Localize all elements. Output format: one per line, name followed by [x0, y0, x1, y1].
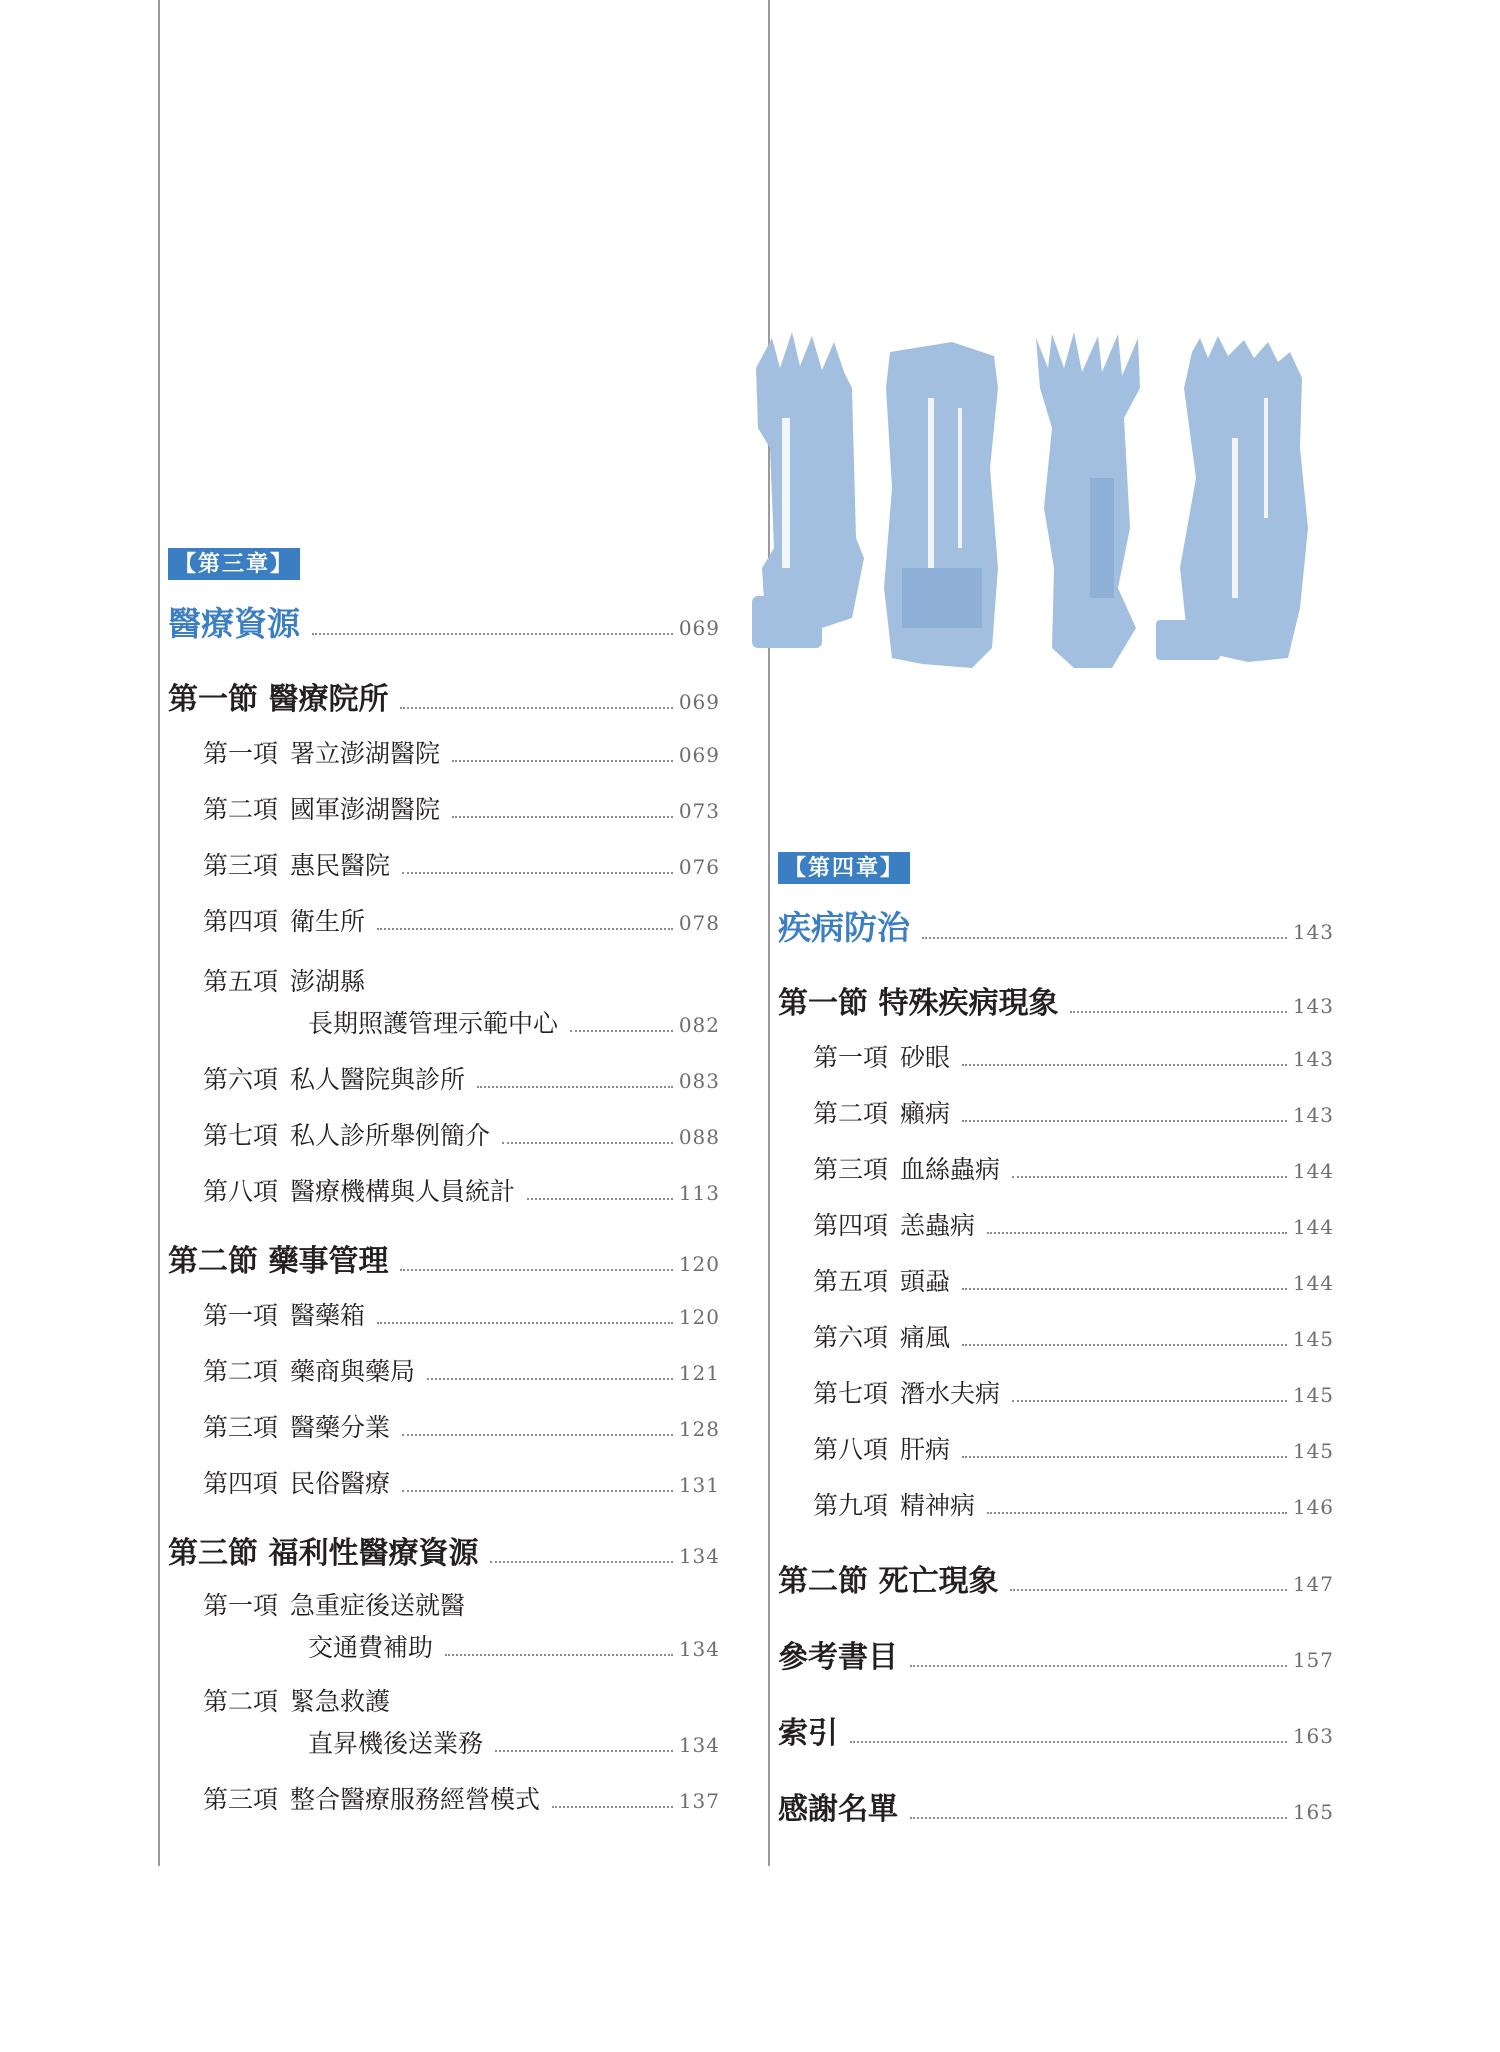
section-label: 第二節 藥事管理	[168, 1244, 389, 1279]
toc-item-line1[interactable]	[203, 1682, 390, 1718]
back-matter-label: 參考書目	[778, 1640, 898, 1675]
leader-dots	[377, 1322, 673, 1324]
item-number: 第一項	[813, 1043, 889, 1072]
page-number: 145	[1292, 1439, 1334, 1463]
toc-item[interactable]	[203, 1780, 720, 1816]
page-number: 143	[1292, 1047, 1334, 1071]
toc-item[interactable]	[813, 1318, 1334, 1354]
item-number: 第四項	[203, 907, 279, 936]
leader-dots	[570, 1030, 673, 1032]
back-matter-label: 索引	[778, 1716, 838, 1751]
item-title: 癩病	[900, 1099, 951, 1128]
item-number: 第九項	[813, 1491, 889, 1520]
item-number: 第二項	[203, 1687, 279, 1716]
item-title: 肝病	[900, 1435, 951, 1464]
toc-section[interactable]	[778, 978, 1334, 1022]
item-title: 緊急救護	[290, 1687, 391, 1716]
toc-item[interactable]	[813, 1262, 1334, 1298]
item-number: 第四項	[203, 1469, 279, 1498]
item-number: 第六項	[813, 1323, 889, 1352]
left-margin-rule	[158, 0, 160, 1866]
item-title: 精神病	[900, 1491, 976, 1520]
leader-dots	[962, 1456, 1287, 1458]
item-title-continued: 長期照護管理示範中心	[308, 1009, 559, 1038]
leader-dots	[427, 1378, 673, 1380]
toc-item[interactable]	[813, 1374, 1334, 1410]
leader-dots	[400, 1269, 672, 1271]
page-number: 145	[1292, 1383, 1334, 1407]
leader-dots	[1012, 1176, 1287, 1178]
item-title: 國軍澎湖醫院	[290, 795, 441, 824]
leader-dots	[1070, 1011, 1286, 1013]
back-matter-label: 感謝名單	[778, 1792, 898, 1827]
page-number: 137	[678, 1789, 720, 1813]
chapter-title[interactable]	[168, 598, 720, 645]
page-number: 121	[678, 1361, 720, 1385]
item-title: 醫療機構與人員統計	[290, 1177, 516, 1206]
section-label: 第三節 福利性醫療資源	[168, 1536, 479, 1571]
page-number: 145	[1292, 1327, 1334, 1351]
leader-dots	[527, 1198, 673, 1200]
page-number: 143	[1292, 920, 1334, 944]
item-title: 血絲蟲病	[900, 1155, 1001, 1184]
item-title: 衛生所	[290, 907, 366, 936]
toc-section[interactable]	[778, 1556, 1334, 1600]
leader-dots	[400, 707, 672, 709]
page-number: 146	[1292, 1495, 1334, 1519]
page-number: 134	[678, 1733, 720, 1757]
item-number: 第三項	[203, 1785, 279, 1814]
leader-dots	[377, 928, 673, 930]
toc-item-line2[interactable]	[308, 1004, 720, 1040]
leader-dots	[962, 1064, 1287, 1066]
section-label: 第一節 醫療院所	[168, 682, 389, 717]
item-title: 恙蟲病	[900, 1211, 976, 1240]
toc-item[interactable]	[813, 1430, 1334, 1466]
leader-dots	[962, 1344, 1287, 1346]
leader-dots	[962, 1120, 1287, 1122]
toc-back-matter[interactable]	[778, 1708, 1334, 1752]
toc-item[interactable]	[203, 1352, 720, 1388]
item-number: 第八項	[813, 1435, 889, 1464]
item-title: 痛風	[900, 1323, 951, 1352]
leader-dots	[490, 1561, 672, 1563]
item-title: 砂眼	[900, 1043, 951, 1072]
item-number: 第五項	[813, 1267, 889, 1296]
toc-item[interactable]	[813, 1486, 1334, 1522]
page-number: 128	[678, 1417, 720, 1441]
section-label: 第一節 特殊疾病現象	[778, 986, 1059, 1021]
item-title: 潛水夫病	[900, 1379, 1001, 1408]
toc-item[interactable]	[203, 790, 720, 826]
toc-item[interactable]	[203, 1464, 720, 1500]
toc-item[interactable]	[203, 1296, 720, 1332]
leader-dots	[477, 1086, 673, 1088]
toc-item-line2[interactable]	[308, 1724, 720, 1760]
chapter-tag: 【第四章】	[778, 852, 910, 884]
toc-item[interactable]	[203, 1172, 720, 1208]
page-number: 113	[678, 1181, 720, 1205]
item-title: 藥商與藥局	[290, 1357, 416, 1386]
toc-item[interactable]	[813, 1094, 1334, 1130]
leader-dots	[552, 1806, 673, 1808]
item-number: 第四項	[813, 1211, 889, 1240]
item-title: 頭蝨	[900, 1267, 951, 1296]
item-number: 第三項	[203, 1413, 279, 1442]
item-number: 第五項	[203, 967, 279, 996]
page-number: 083	[678, 1069, 720, 1093]
toc-item[interactable]	[813, 1038, 1334, 1074]
item-number: 第一項	[203, 1591, 279, 1620]
item-number: 第二項	[203, 795, 279, 824]
toc-back-matter[interactable]	[778, 1632, 1334, 1676]
toc-item[interactable]	[813, 1150, 1334, 1186]
leader-dots	[922, 937, 1287, 939]
chapter-title[interactable]	[778, 902, 1334, 949]
leader-dots	[502, 1142, 673, 1144]
toc-section[interactable]	[168, 674, 720, 718]
leader-dots	[445, 1654, 673, 1656]
page-number: 163	[1292, 1724, 1334, 1748]
item-number: 第六項	[203, 1065, 279, 1094]
item-title: 私人醫院與診所	[290, 1065, 466, 1094]
toc-section[interactable]	[168, 1236, 720, 1280]
toc-section[interactable]	[168, 1528, 720, 1572]
leader-dots	[452, 760, 673, 762]
item-title: 民俗醫療	[290, 1469, 391, 1498]
page-number: 120	[678, 1305, 720, 1329]
toc-item[interactable]	[203, 1060, 720, 1096]
leader-dots	[402, 1434, 673, 1436]
page-number: 157	[1292, 1648, 1334, 1672]
item-number: 第七項	[813, 1379, 889, 1408]
leader-dots	[1010, 1589, 1286, 1591]
toc-item[interactable]	[203, 734, 720, 770]
page-number: 073	[678, 799, 720, 823]
page-number: 069	[678, 743, 720, 767]
page-number: 088	[678, 1125, 720, 1149]
page-number: 144	[1292, 1271, 1334, 1295]
toc-item[interactable]	[203, 1116, 720, 1152]
center-divider-rule	[768, 0, 770, 1866]
chapter-tag: 【第三章】	[168, 548, 300, 580]
page-number: 069	[678, 690, 720, 714]
item-title: 私人診所舉例簡介	[290, 1121, 491, 1150]
chapter-title-label: 醫療資源	[168, 604, 300, 643]
toc-item-line2[interactable]	[308, 1628, 720, 1664]
page-number: 078	[678, 911, 720, 935]
leader-dots	[962, 1288, 1287, 1290]
toc-item[interactable]	[813, 1206, 1334, 1242]
page-number: 147	[1292, 1572, 1334, 1596]
leader-dots	[850, 1741, 1287, 1743]
item-number: 第一項	[203, 1301, 279, 1330]
page-number: 134	[678, 1637, 720, 1661]
page-number: 120	[678, 1252, 720, 1276]
item-title: 惠民醫院	[290, 851, 391, 880]
item-title: 醫藥分業	[290, 1413, 391, 1442]
item-number: 第二項	[813, 1099, 889, 1128]
toc-item-line1[interactable]	[203, 1586, 465, 1622]
leader-dots	[312, 633, 673, 635]
chapter-title-label: 疾病防治	[778, 908, 910, 947]
leader-dots	[402, 1490, 673, 1492]
leader-dots	[452, 816, 673, 818]
item-number: 第七項	[203, 1121, 279, 1150]
page-number: 143	[1292, 1103, 1334, 1127]
item-title: 醫藥箱	[290, 1301, 366, 1330]
item-title: 急重症後送就醫	[290, 1591, 466, 1620]
page-number: 082	[678, 1013, 720, 1037]
leader-dots	[402, 872, 673, 874]
item-title: 署立澎湖醫院	[290, 739, 441, 768]
toc-item[interactable]	[203, 846, 720, 882]
leader-dots	[987, 1512, 1287, 1514]
toc-item[interactable]	[203, 902, 720, 938]
item-number: 第一項	[203, 739, 279, 768]
page-number: 144	[1292, 1159, 1334, 1183]
item-title: 澎湖縣	[290, 967, 366, 996]
toc-item[interactable]	[203, 1408, 720, 1444]
page-number: 076	[678, 855, 720, 879]
leader-dots	[1012, 1400, 1287, 1402]
page-number: 069	[678, 616, 720, 640]
toc-item-line1[interactable]	[203, 962, 365, 998]
brush-strokes-icon	[752, 328, 1312, 708]
item-title-continued: 直昇機後送業務	[308, 1729, 484, 1758]
page-number: 131	[678, 1473, 720, 1497]
leader-dots	[910, 1665, 1287, 1667]
item-title-continued: 交通費補助	[308, 1633, 434, 1662]
page-number: 143	[1292, 994, 1334, 1018]
item-number: 第八項	[203, 1177, 279, 1206]
page-number: 144	[1292, 1215, 1334, 1239]
section-label: 第二節 死亡現象	[778, 1564, 999, 1599]
page-number: 134	[678, 1544, 720, 1568]
leader-dots	[987, 1232, 1287, 1234]
item-number: 第三項	[203, 851, 279, 880]
item-title: 整合醫療服務經營模式	[290, 1785, 541, 1814]
item-number: 第三項	[813, 1155, 889, 1184]
item-number: 第二項	[203, 1357, 279, 1386]
page-number: 165	[1292, 1800, 1334, 1824]
leader-dots	[910, 1817, 1287, 1819]
toc-back-matter[interactable]	[778, 1784, 1334, 1828]
leader-dots	[495, 1750, 673, 1752]
